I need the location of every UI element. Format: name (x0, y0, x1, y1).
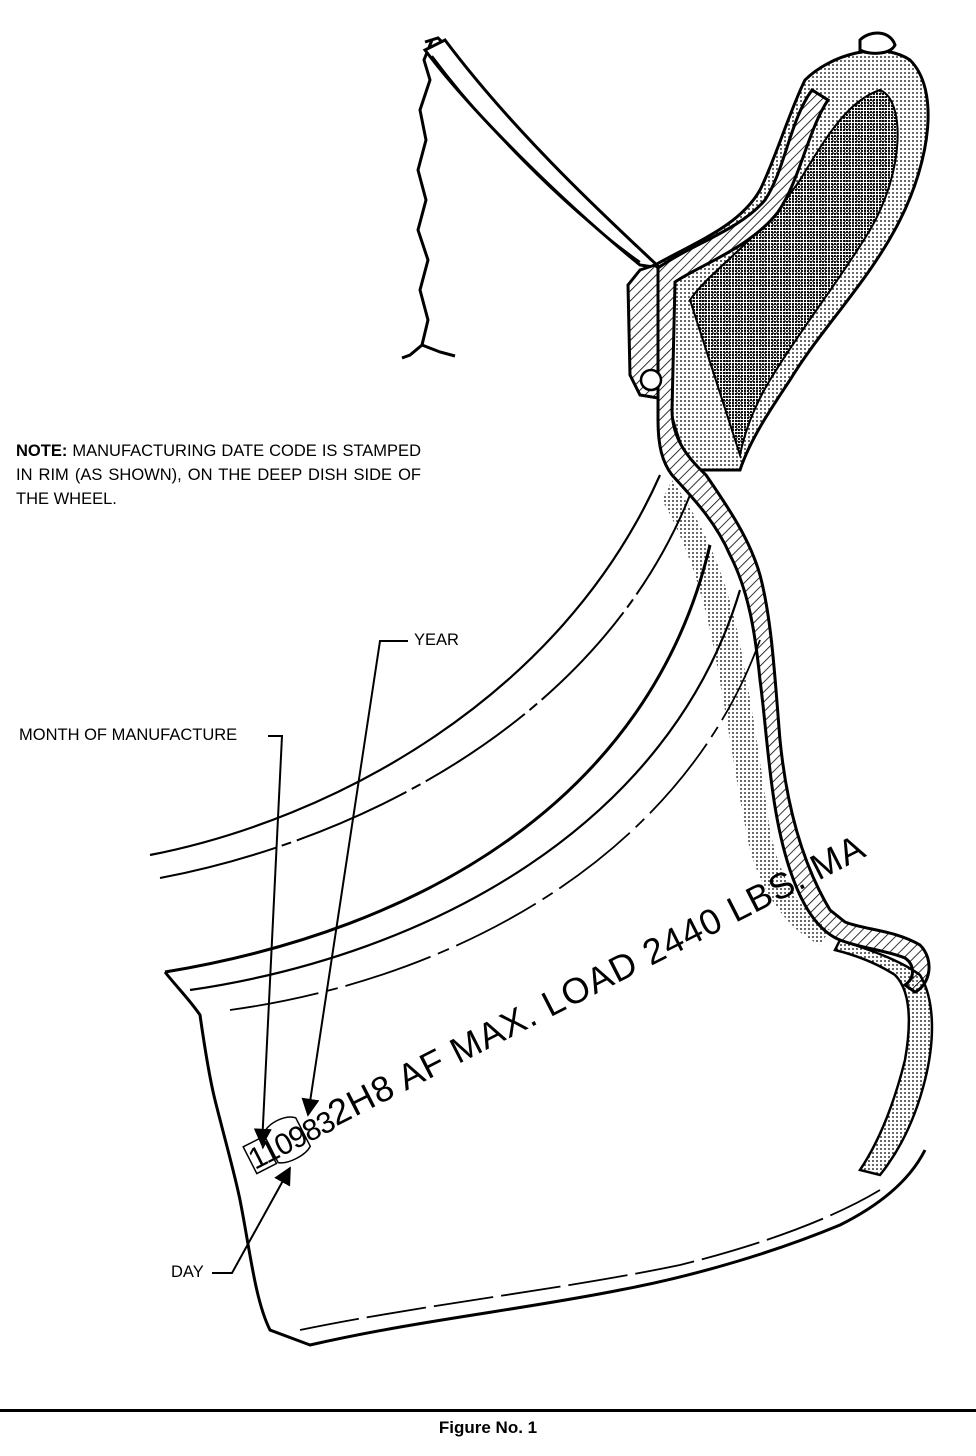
date-code-text: 110983 (243, 1105, 341, 1177)
year-leader (308, 641, 408, 1115)
figure-caption: Figure No. 1 (438, 1418, 538, 1437)
note-text (16, 439, 421, 511)
outer-flange (425, 40, 660, 268)
note-prefix: NOTE: (16, 442, 68, 460)
month-leader (262, 736, 282, 1145)
note-body: MANUFACTURING DATE CODE IS STAMPED IN RIM (AS SHOWN), ON THE DEEP DISH SIDE OF THE WHEEL. (16, 442, 421, 508)
caption-rule (0, 1409, 976, 1412)
year-label: YEAR (414, 631, 459, 649)
day-label: DAY (171, 1263, 204, 1281)
month-label: MONTH OF MANUFACTURE (19, 726, 238, 744)
stamp-rest-text: 2H8 AF MAX. LOAD 2440 LBS. MA (321, 825, 872, 1134)
valve-cord (402, 38, 455, 358)
rim-stamp (239, 826, 873, 1178)
